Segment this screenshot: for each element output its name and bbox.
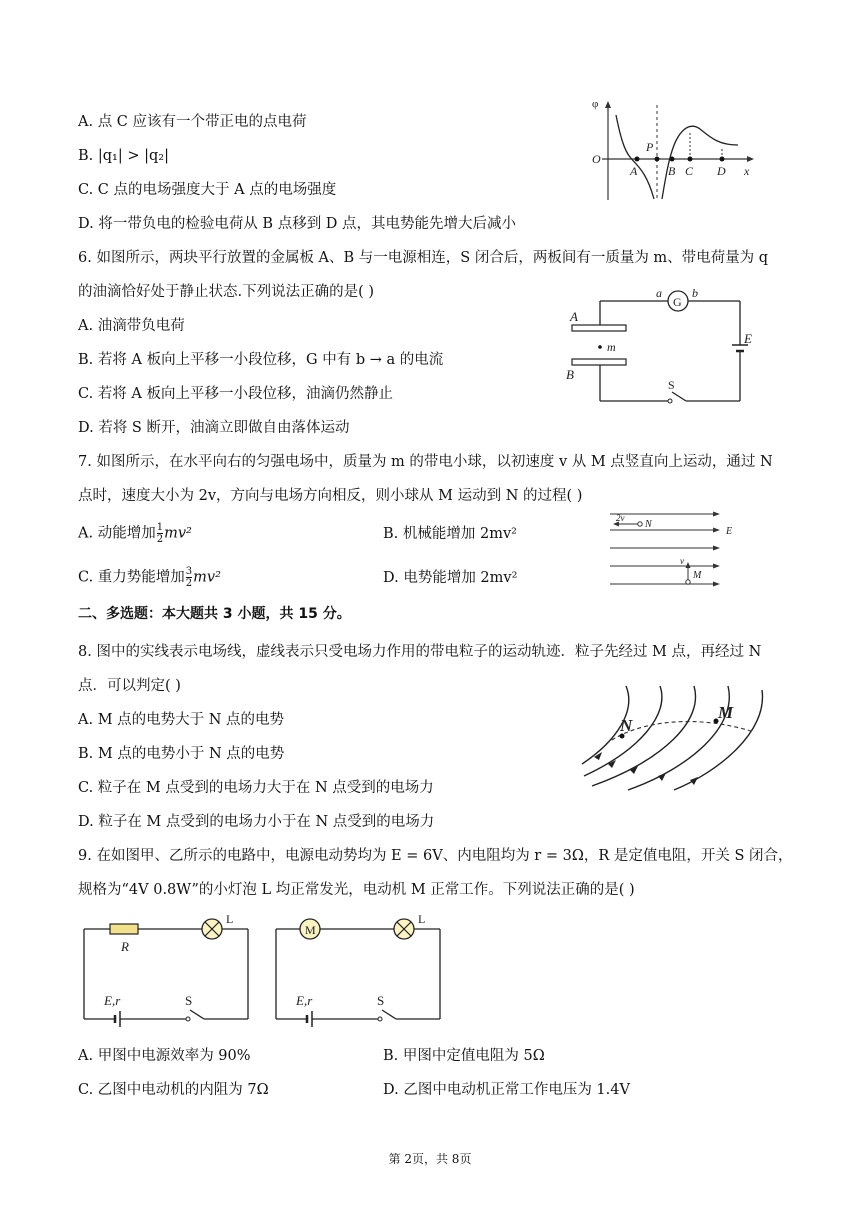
fraction-numerator: 1 xyxy=(156,522,164,533)
q8-option-b: B. M 点的电势小于 N 点的电势 xyxy=(78,746,285,762)
galvanometer-label: G xyxy=(673,295,682,309)
point-m-label: M xyxy=(693,570,702,581)
q7-field-diagram xyxy=(608,510,758,595)
source-er-label: E,r xyxy=(296,993,313,1008)
q7-option-c-text: C. 重力势能增加 xyxy=(78,569,185,586)
node-b-label: b xyxy=(692,286,698,300)
plate-a-label: A xyxy=(570,309,578,324)
q6-stem-line1: 6. 如图所示，两块平行放置的金属板 A、B 与一电源相连，S 闭合后，两板间有一质量为 m、带电荷量为 q xyxy=(78,250,769,266)
switch-s-label: S xyxy=(377,993,385,1008)
q5-potential-graph xyxy=(588,95,758,205)
q6-option-b: B. 若将 A 板向上平移一小段位移，G 中有 b → a 的电流 xyxy=(78,352,444,368)
fraction-denominator: 2 xyxy=(185,578,193,589)
fraction-denominator: 2 xyxy=(156,534,164,545)
q9-option-d: D. 乙图中电动机正常工作电压为 1.4V xyxy=(383,1082,630,1098)
q6-option-a: A. 油滴带负电荷 xyxy=(78,318,185,334)
q9-option-b: B. 甲图中定值电阻为 5Ω xyxy=(383,1048,545,1064)
section-heading-multiple-choice: 二、多选题：本大题共 3 小题，共 15 分。 xyxy=(78,606,351,622)
phi-axis-label: φ xyxy=(592,98,599,110)
q8-option-d: D. 粒子在 M 点受到的电场力小于在 N 点受到的电场力 xyxy=(78,814,435,830)
source-er-label: E,r xyxy=(104,993,121,1008)
point-d-label: D xyxy=(717,164,726,178)
velocity-v-label: v xyxy=(680,556,684,566)
q8-option-c: C. 粒子在 M 点受到的电场力大于在 N 点受到的电场力 xyxy=(78,780,434,796)
q8-stem-line1: 8. 图中的实线表示电场线，虚线表示只受电场力作用的带电粒子的运动轨迹．粒子先经过 M 点，再经过 N xyxy=(78,644,762,660)
q5-option-b: B. |q₁| > |q₂| xyxy=(78,148,169,164)
q7-option-c-expr: mv² xyxy=(193,569,221,586)
q5-option-c: C. C 点的电场强度大于 A 点的电场强度 xyxy=(78,182,337,198)
x-axis-label: x xyxy=(744,164,750,178)
plate-b-label: B xyxy=(566,367,574,382)
q9-option-c: C. 乙图中电动机的内阻为 7Ω xyxy=(78,1082,269,1098)
field-e-label: E xyxy=(726,526,733,537)
q8-stem-line2: 点．可以判定( ) xyxy=(78,678,181,694)
q7-option-b: B. 机械能增加 2mv² xyxy=(383,526,517,542)
node-a-label: a xyxy=(656,286,662,300)
point-a-label: A xyxy=(630,164,638,178)
point-c-label: C xyxy=(685,164,694,178)
q9-option-a: A. 甲图中电源效率为 90% xyxy=(78,1048,251,1064)
point-m-label: M xyxy=(718,703,734,722)
velocity-2v-label: 2v xyxy=(616,513,625,523)
lamp-l-label: L xyxy=(418,912,426,926)
q5-option-a: A. 点 C 应该有一个带正电的点电荷 xyxy=(78,114,307,130)
q7-option-c xyxy=(78,566,221,589)
q9-circuit-jia xyxy=(78,912,253,1025)
point-b-label: B xyxy=(668,164,676,178)
q7-option-a xyxy=(78,522,192,545)
q6-option-c: C. 若将 A 板向上平移一小段位移，油滴仍然静止 xyxy=(78,386,393,402)
q7-option-a-text: A. 动能增加 xyxy=(78,525,156,542)
origin-label: O xyxy=(592,152,601,166)
lamp-l-label: L xyxy=(226,912,234,926)
q6-stem-line2: 的油滴恰好处于静止状态.下列说法正确的是( ) xyxy=(78,284,375,300)
q7-stem-line2: 点时，速度大小为 2v，方向与电场方向相反，则小球从 M 运动到 N 的过程( ) xyxy=(78,488,583,504)
q6-capacitor-circuit xyxy=(560,285,760,415)
droplet-m-label: m xyxy=(607,340,616,354)
point-p-label: P xyxy=(646,140,654,154)
point-n-label: N xyxy=(645,519,652,530)
motor-m-label: M xyxy=(305,923,316,937)
resistor-r-label: R xyxy=(121,939,129,954)
source-e-label: E xyxy=(744,331,752,346)
q7-option-d: D. 电势能增加 2mv² xyxy=(383,570,518,586)
fraction-numerator: 3 xyxy=(185,566,193,577)
q8-option-a: A. M 点的电势大于 N 点的电势 xyxy=(78,712,285,728)
q7-stem-line1: 7. 如图所示，在水平向右的匀强电场中，质量为 m 的带电小球，以初速度 v 从 M 点竖直向上运动，通过 N xyxy=(78,454,773,470)
page-number-footer: 第 2页，共 8页 xyxy=(388,1152,472,1166)
q7-option-a-expr: mv² xyxy=(164,525,192,542)
switch-s-label: S xyxy=(668,378,675,392)
point-n-label: N xyxy=(620,716,633,735)
q8-field-lines-diagram xyxy=(578,680,768,790)
switch-s-label: S xyxy=(185,993,193,1008)
q9-circuit-yi xyxy=(270,912,445,1025)
q5-option-d: D. 将一带负电的检验电荷从 B 点移到 D 点，其电势能先增大后减小 xyxy=(78,216,517,232)
q9-stem-line2: 规格为“4V 0.8W”的小灯泡 L 均正常发光，电动机 M 正常工作。下列说法正确的是( ) xyxy=(78,882,635,898)
q9-stem-line1: 9. 在如图甲、乙所示的电路中，电源电动势均为 E = 6V、内电阻均为 r = 3Ω，R 是定值电阻，开关 S 闭合， xyxy=(78,848,793,864)
q6-option-d: D. 若将 S 断开，油滴立即做自由落体运动 xyxy=(78,420,350,436)
